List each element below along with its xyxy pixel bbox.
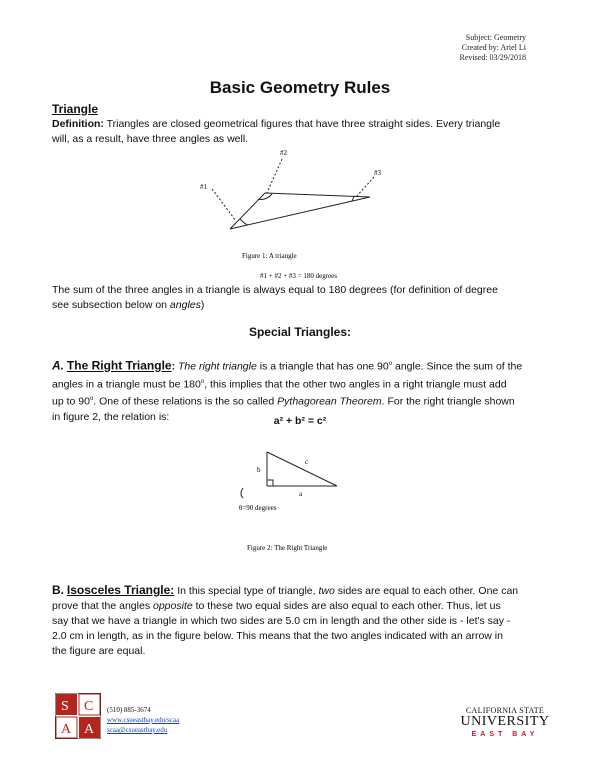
theta-label: θ=90 degrees [239, 504, 277, 512]
revised-text: Revised: 03/29/2018 [459, 53, 526, 62]
univ-line-2: UNIVERSITY [460, 714, 550, 729]
right-line-3-mid: . One of these relations is the so called [93, 395, 278, 408]
logo-letter-s: S [61, 699, 69, 714]
definition-text-2: will, as a result, have three angles as well. [52, 133, 249, 145]
document-meta [460, 33, 526, 63]
right-triangle-term: The right triangle [175, 360, 257, 373]
right-line-3-end: . For the right triangle shown [381, 395, 515, 408]
angle-label-1: #1 [200, 183, 207, 191]
iso-line-4: 2.0 cm in length, as in the figure below. This means that the two angles indicated with an arrow in [52, 630, 503, 642]
logo-letter-a2: A [84, 722, 95, 737]
degree-sup-2: o [200, 378, 205, 385]
angle-label-3: #3 [374, 169, 381, 177]
special-triangles-heading: Special Triangles: [248, 325, 352, 339]
heading-colon: : [171, 360, 176, 373]
right-line-4: in figure 2, the relation is: [52, 410, 170, 423]
right-line-2: angles in a triangle must be 180 [52, 378, 201, 390]
phone-number: (510) 885-3674 [107, 706, 151, 714]
right-line-3: up to 90 [52, 395, 90, 408]
angle-sum-line-2: see subsection below on [52, 299, 170, 311]
theta-arc [241, 488, 243, 498]
iso-line-1-end: sides are equal to each other. One can [334, 585, 519, 597]
side-c-line [267, 452, 337, 486]
angle-sum-formula: #1 + #2 + #3 = 180 degrees [260, 272, 337, 280]
angle-arc-1 [240, 219, 248, 225]
logo-letter-c: C [84, 699, 94, 714]
pointer-line-1 [212, 189, 236, 221]
degree-sup-1: o [388, 361, 393, 367]
angle-sum-line-1: The sum of the three angles in a triangle is always equal to 180 degrees (for definition of degree [52, 284, 498, 296]
angle-sum-text [52, 283, 552, 313]
contact-info [107, 705, 179, 735]
item-letter-b: B. [52, 583, 64, 597]
logo-letter-a1: A [61, 722, 72, 737]
website-link[interactable]: www.csueastbay.edu/scaa [107, 716, 180, 724]
scaa-logo [55, 693, 101, 739]
side-b-label: b [257, 466, 261, 474]
univ-line-1: CALIFORNIA STATE [465, 706, 545, 715]
email-link[interactable]: scaa@csueastbay.edu [107, 726, 168, 734]
pointer-line-3 [356, 177, 374, 197]
iso-line-2: prove that the angles [52, 600, 153, 612]
definition-text: Triangles are closed geometrical figures that have three straight sides. Every triangle [103, 118, 501, 130]
side-a-label: a [299, 490, 303, 498]
iso-line-5: the figure are equal. [52, 645, 146, 657]
degree-sup-3: o [89, 396, 94, 402]
iso-line-1: In this special type of triangle, [174, 585, 319, 597]
section-heading-triangle: Triangle [52, 102, 99, 116]
figure-2-right-triangle [225, 440, 375, 560]
isosceles-paragraph [52, 583, 552, 659]
subject-text: Subject: Geometry [465, 33, 526, 42]
right-triangle-heading: The Right Triangle [66, 358, 172, 373]
pythagorean-term: Pythagorean Theorem [277, 395, 382, 408]
author-text: Created by: Ariel Li [461, 43, 526, 52]
figure-1-caption: Figure 1: A triangle [242, 252, 297, 260]
iso-opposite-term: opposite [153, 600, 193, 612]
pythagorean-formula: a² + b² = c² [273, 415, 327, 427]
triangle-side-base [230, 197, 370, 229]
isosceles-heading: Isosceles Triangle: [66, 583, 175, 597]
angle-label-2: #2 [280, 149, 287, 157]
page-title: Basic Geometry Rules [209, 78, 391, 97]
item-letter-a: A. [52, 358, 64, 373]
univ-line-3: EAST BAY [471, 731, 539, 738]
right-line-2-end: , this implies that the other two angles in a right triangle must add [204, 378, 507, 390]
pointer-line-2 [266, 159, 282, 195]
iso-two-term: two [318, 585, 335, 597]
triangle-definition [52, 117, 552, 147]
right-line-1: is a triangle that has one 90 [256, 360, 389, 373]
iso-line-2-end: to these two equal sides are also equal to each other. Thus, let us [192, 600, 501, 612]
angle-sum-close: ) [200, 299, 205, 311]
side-c-label: c [305, 458, 309, 466]
right-angle-mark [267, 480, 273, 486]
right-line-1-end: angle. Since the sum of the [392, 360, 523, 373]
csueb-logo [455, 706, 555, 738]
triangle-side-left [230, 193, 265, 229]
figure-1-triangle [190, 145, 400, 285]
definition-label: Definition: [52, 118, 104, 130]
angles-reference: angles [169, 299, 201, 311]
iso-line-3: say that we have a triangle in which two sides are 5.0 cm in length and the other side is - let's say - [52, 615, 511, 627]
figure-2-caption: Figure 2: The Right Triangle [247, 544, 328, 552]
